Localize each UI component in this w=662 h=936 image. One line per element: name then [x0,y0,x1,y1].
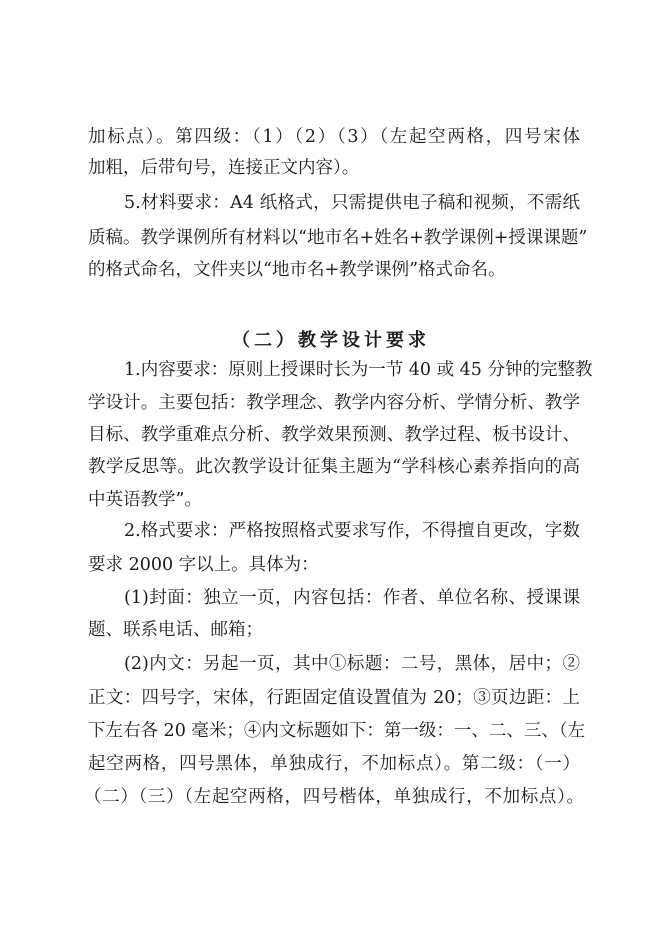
text-line: 下左右各 20 毫米；④内文标题如下：第一级：一、二、三、（左 [88,721,586,741]
text-line: (2)内文：另起一页，其中①标题：二号，黑体，居中；② [124,654,580,674]
text-line: 加标点）。第四级：（1）（2）（3）（左起空两格，四号宋体 [88,127,580,147]
text-line: 学设计。主要包括：教学理念、教学内容分析、学情分析、教学 [88,393,580,413]
text-line: 起空两格，四号黑体，单独成行，不加标点）。第二级：（一） [88,754,580,774]
section-heading: （二）教学设计要求 [232,330,430,351]
text-line: 目标、教学重难点分析、教学效果预测、教学过程、板书设计、 [88,425,580,445]
text-line: 要求 2000 字以上。具体为： [88,555,319,575]
text-line: (1)封面：独立一页，内容包括：作者、单位名称、授课课 [124,588,580,608]
text-line: 教学反思等。此次教学设计征集主题为“学科核心素养指向的高 [88,457,580,477]
text-line: 加粗，后带句号，连接正文内容）。 [88,158,360,178]
text-line: 正文：四号字，宋体，行距固定值设置值为 20；③页边距：上 [88,688,580,708]
text-line: （二）（三）（左起空两格，四号楷体，单独成行，不加标点）。 [84,787,584,807]
text-line: 2.格式要求：严格按照格式要求写作，不得擅自更改，字数 [124,521,580,541]
text-line: 1.内容要求：原则上授课时长为一节 40 或 45 分钟的完整教 [124,360,593,380]
text-line: 中英语教学”。 [88,490,202,510]
text-line: 5.材料要求：A4 纸格式，只需提供电子稿和视频，不需纸 [124,193,580,213]
text-line: 的格式命名，文件夹以“地市名+教学课例”格式命名。 [88,260,506,280]
text-line: 质稿。教学课例所有材料以“地市名+姓名+教学课例+授课课题” [88,228,588,248]
text-line: 题、联系电话、邮箱； [88,620,263,640]
